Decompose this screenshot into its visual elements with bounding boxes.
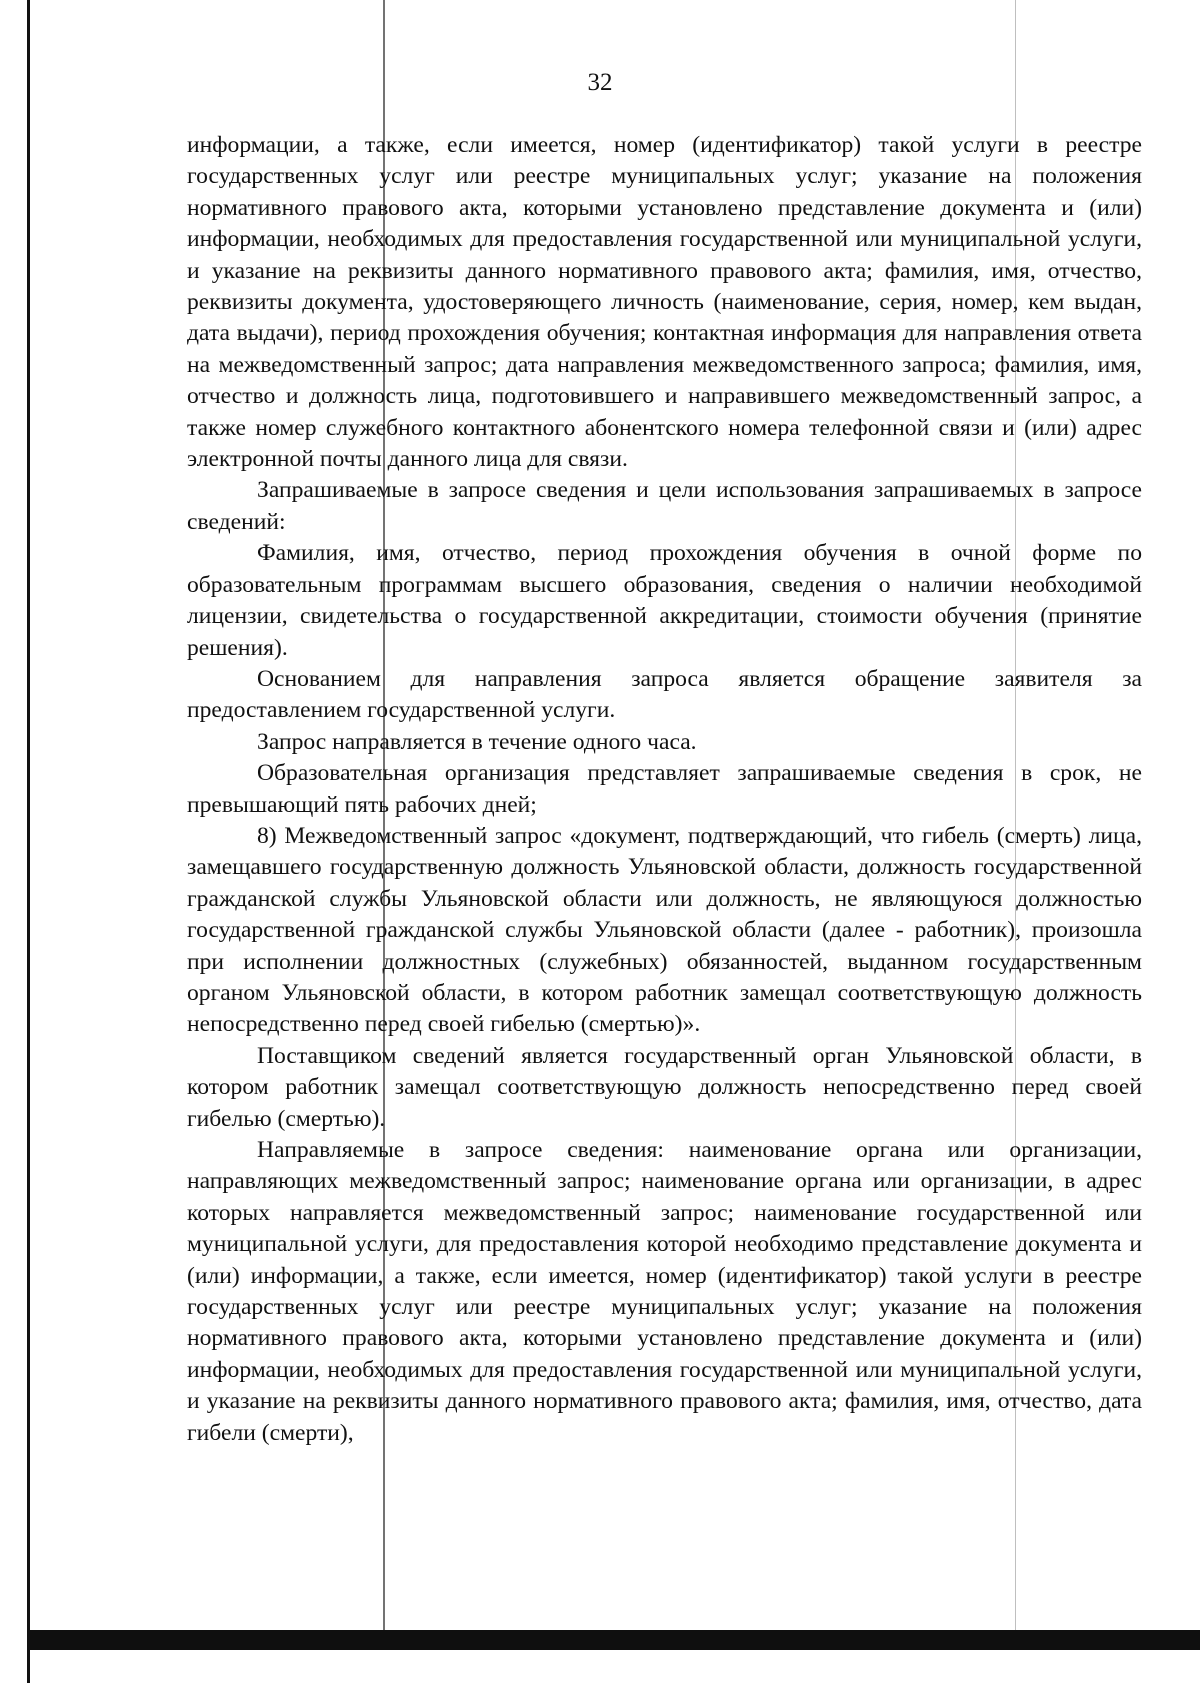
paragraph: 8) Межведомственный запрос «документ, подтверждающий, что гибель (смерть) лица, замещавшего государственную должность Ульяновской области, должность государственной гражданской службы Ульяновской области или должность, не являющуюся должностью государственной гражданской службы Ульяновской области (далее - работник), произошла при исполнении должностных (служебных) обязанностей, выданном государственным органом Ульяновской области, в котором работник замещал соответствующую должность непосредственно перед своей гибелью (смертью)».	[187, 822, 1142, 1038]
paragraph: Направляемые в запросе сведения: наименование органа или организации, направляющих межведомственный запрос; наименование органа или организации, в адрес которых направляется межведомственный запрос; наименование государственной или муниципальной услуги, для предоставления которой необходимо представление документа и (или) информации, а также, если имеется, номер (идентификатор) такой услуги в реестре государственных услуг или реестре муниципальных услуг; указание на положения нормативного правового акта, которыми установлено представление документа и (или) информации, необходимых для предоставления государственной или муниципальной услуги, и указание на реквизиты данного нормативного правового акта; фамилия, имя, отчество, дата гибели (смерти),	[187, 1137, 1142, 1446]
page-number: 32	[587, 69, 613, 96]
paragraph: информации, а также, если имеется, номер (идентификатор) такой услуги в реестре государственных услуг или реестре муниципальных услуг; указание на положения нормативного правового акта, которыми установлено представление документа и (или) информации, необходимых для предоставления государственной или муниципальной услуги, и указание на реквизиты данного нормативного правового акта; фамилия, имя, отчество, реквизиты документа, удостоверяющего личность (наименование, серия, номер, кем выдан, дата выдачи), период прохождения обучения; контактная информация для направления ответа на межведомственный запрос; дата направления межведомственного запроса; фамилия, имя, отчество и должность лица, подготовившего и направившего межведомственный запрос, а также номер служебного контактного абонентского номера телефонной связи и (или) адрес электронной почты данного лица для связи.	[187, 132, 1142, 473]
paragraph: Поставщиком сведений является государственный орган Ульяновской области, в котором работник замещал соответствующую должность непосредственно перед своей гибелью (смертью).	[187, 1042, 1142, 1132]
document-body	[187, 130, 1142, 1449]
paragraph: Образовательная организация представляет запрашиваемые сведения в срок, не превышающий пять рабочих дней;	[187, 760, 1142, 818]
scan-edge-bottom	[30, 1630, 1200, 1650]
paragraph: Фамилия, имя, отчество, период прохождения обучения в очной форме по образовательным программам высшего образования, сведения о наличии необходимой лицензии, свидетельства о государственной аккредитации, стоимости обучения (принятие решения).	[187, 540, 1142, 661]
paragraph: Основанием для направления запроса является обращение заявителя за предоставлением государственной услуги.	[187, 665, 1142, 724]
scan-edge-left	[0, 0, 30, 1683]
paragraph: Запрос направляется в течение одного часа.	[257, 728, 697, 755]
paragraph: Запрашиваемые в запросе сведения и цели использования запрашиваемых в запросе сведений:	[187, 477, 1142, 535]
